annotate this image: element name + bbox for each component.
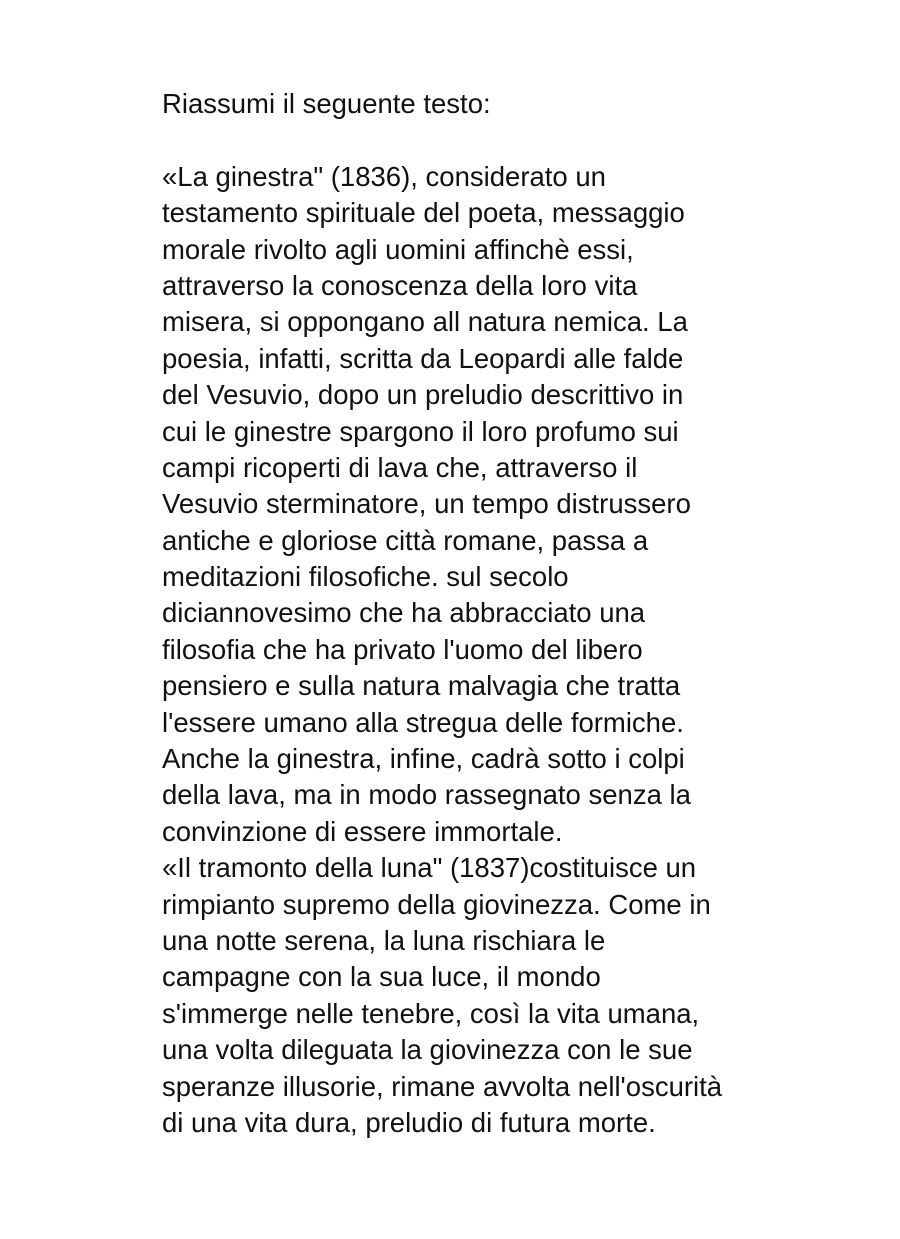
paragraph-il-tramonto-della-luna [162, 850, 862, 1141]
text-line: meditazioni filosofiche. sul secolo [162, 561, 569, 593]
text-line: una volta dileguata la giovinezza con le sue [162, 1034, 693, 1066]
text-line: attraverso la conoscenza della loro vita [162, 269, 638, 301]
prompt-line: Riassumi il seguente testo: [162, 88, 491, 119]
text-line: Anche la ginestra, infine, cadrà sotto i colpi [162, 743, 685, 775]
text-line: campi ricoperti di lava che, attraverso il [162, 451, 638, 483]
text-line: convinzione di essere immortale. [162, 815, 563, 847]
document-page [162, 86, 862, 1141]
text-line: l'essere umano alla stregua delle formiche. [162, 706, 684, 738]
paragraph-la-ginestra [162, 159, 862, 850]
text-line: della lava, ma in modo rassegnato senza la [162, 779, 691, 811]
text-line: s'immerge nelle tenebre, così la vita umana, [162, 997, 700, 1029]
text-line: testamento spirituale del poeta, messaggio [162, 197, 685, 229]
text-line: speranze illusorie, rimane avvolta nell'oscurità [162, 1070, 723, 1102]
text-line: pensiero e sulla natura malvagia che tratta [162, 670, 681, 702]
text-line: campagne con la sua luce, il mondo [162, 961, 601, 993]
text-line: una notte serena, la luna rischiara le [162, 924, 606, 956]
text-line: diciannovesimo che ha abbracciato una [162, 597, 646, 629]
text-line: «La ginestra" (1836), considerato un [162, 160, 606, 192]
text-line: «Il tramonto della luna" (1837)costituisce un [162, 852, 697, 884]
text-line: antiche e gloriose città romane, passa a [162, 524, 649, 556]
text-line: misera, si oppongano all natura nemica. La [162, 306, 688, 338]
text-line: cui le ginestre spargono il loro profumo sui [162, 415, 679, 447]
text-line: Vesuvio sterminatore, un tempo distrussero [162, 488, 691, 520]
text-line: filosofia che ha privato l'uomo del libero [162, 633, 643, 665]
text-line: poesia, infatti, scritta da Leopardi alle falde [162, 342, 684, 374]
text-line: rimpianto supremo della giovinezza. Come in [162, 888, 711, 920]
text-line: del Vesuvio, dopo un preludio descrittivo in [162, 379, 684, 411]
text-line: di una vita dura, preludio di futura morte. [162, 1106, 656, 1138]
blank-line [162, 122, 862, 158]
text-line: morale rivolto agli uomini affinchè essi, [162, 233, 634, 265]
